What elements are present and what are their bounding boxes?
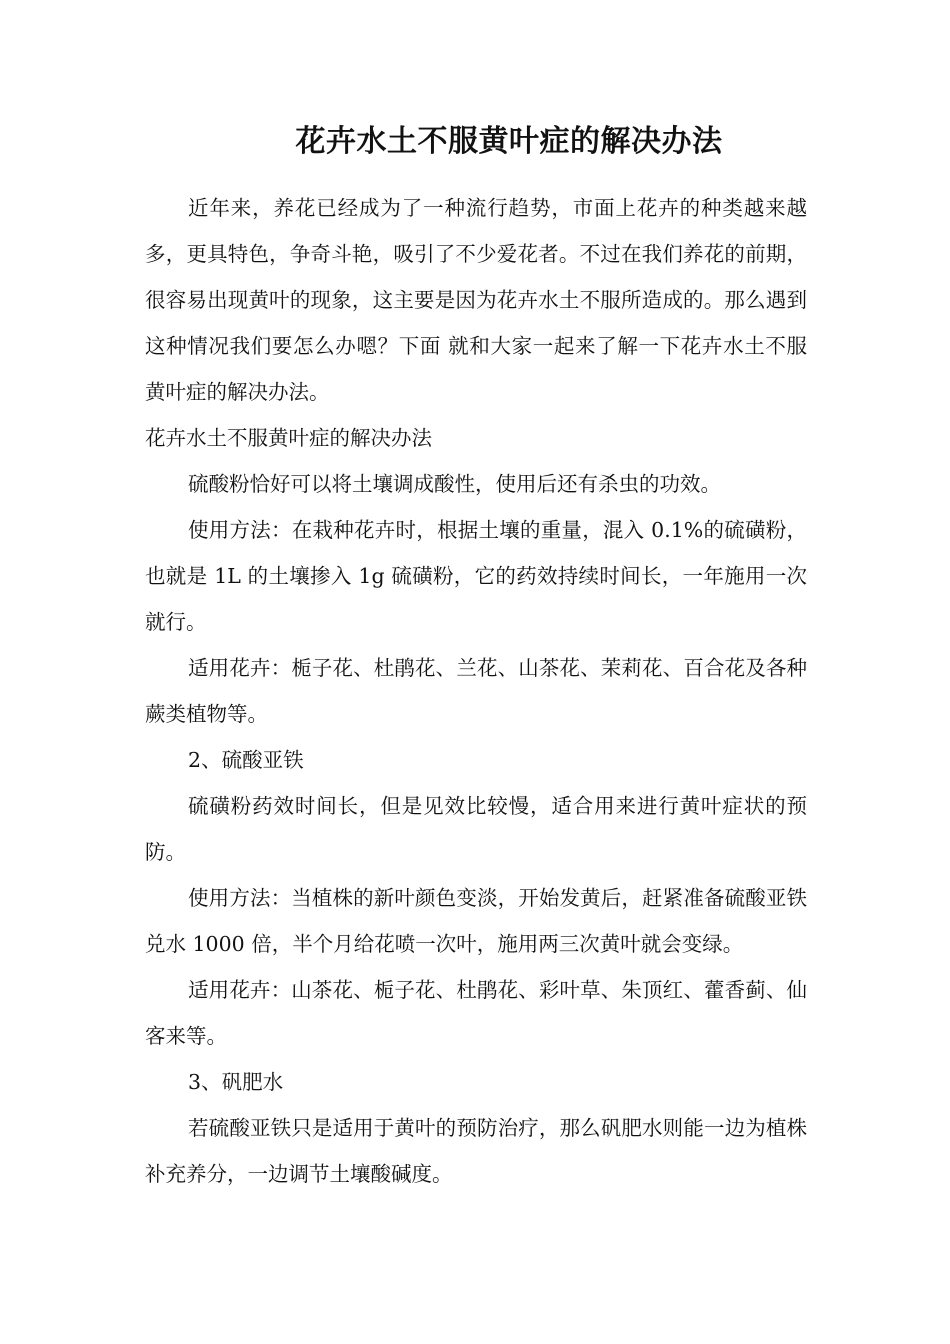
paragraph-sulfur-intro: 硫酸粉恰好可以将土壤调成酸性，使用后还有杀虫的功效。 xyxy=(188,472,722,496)
paragraph-ferrous-usage: 使用方法：当植株的新叶颜色变淡，开始发黄后，赶紧准备硫酸亚铁兑水 1000 倍，半个月给花喷一次叶，施用两三次黄叶就会变绿。 xyxy=(145,886,807,956)
heading-alum-fertilizer: 3、矾肥水 xyxy=(188,1070,284,1094)
paragraph-sulfur-usage: 使用方法：在栽种花卉时，根据土壤的重量，混入 0.1%的硫磺粉，也就是 1L 的土壤掺入 1g 硫磺粉，它的药效持续时间长，一年施用一次就行。 xyxy=(145,518,807,634)
document-title: 花卉水土不服黄叶症的解决办法 xyxy=(295,124,723,159)
intro-paragraph: 近年来，养花已经成为了一种流行趋势，市面上花卉的种类越来越多，更具特色，争奇斗艳，吸引了不少爱花者。不过在我们养花的前期，很容易出现黄叶的现象，这主要是因为花卉水土不服所造成的。那么遇到这种情况我们要怎么办嗯？下面 就和大家一起来了解一下花卉水土不服黄叶症的解决办法。 xyxy=(145,196,807,404)
paragraph-ferrous-plants: 适用花卉：山茶花、栀子花、杜鹃花、彩叶草、朱顶红、藿香蓟、仙客来等。 xyxy=(145,978,807,1048)
document-body xyxy=(145,185,807,1197)
section-heading: 花卉水土不服黄叶症的解决办法 xyxy=(145,426,432,450)
heading-ferrous-sulfate: 2、硫酸亚铁 xyxy=(188,748,304,772)
paragraph-ferrous-intro: 硫磺粉药效时间长，但是见效比较慢，适合用来进行黄叶症状的预防。 xyxy=(145,794,807,864)
paragraph-sulfur-plants: 适用花卉：栀子花、杜鹃花、兰花、山茶花、茉莉花、百合花及各种蕨类植物等。 xyxy=(145,656,807,726)
paragraph-alum-intro: 若硫酸亚铁只是适用于黄叶的预防治疗，那么矾肥水则能一边为植株补充养分，一边调节土壤酸碱度。 xyxy=(145,1116,807,1186)
